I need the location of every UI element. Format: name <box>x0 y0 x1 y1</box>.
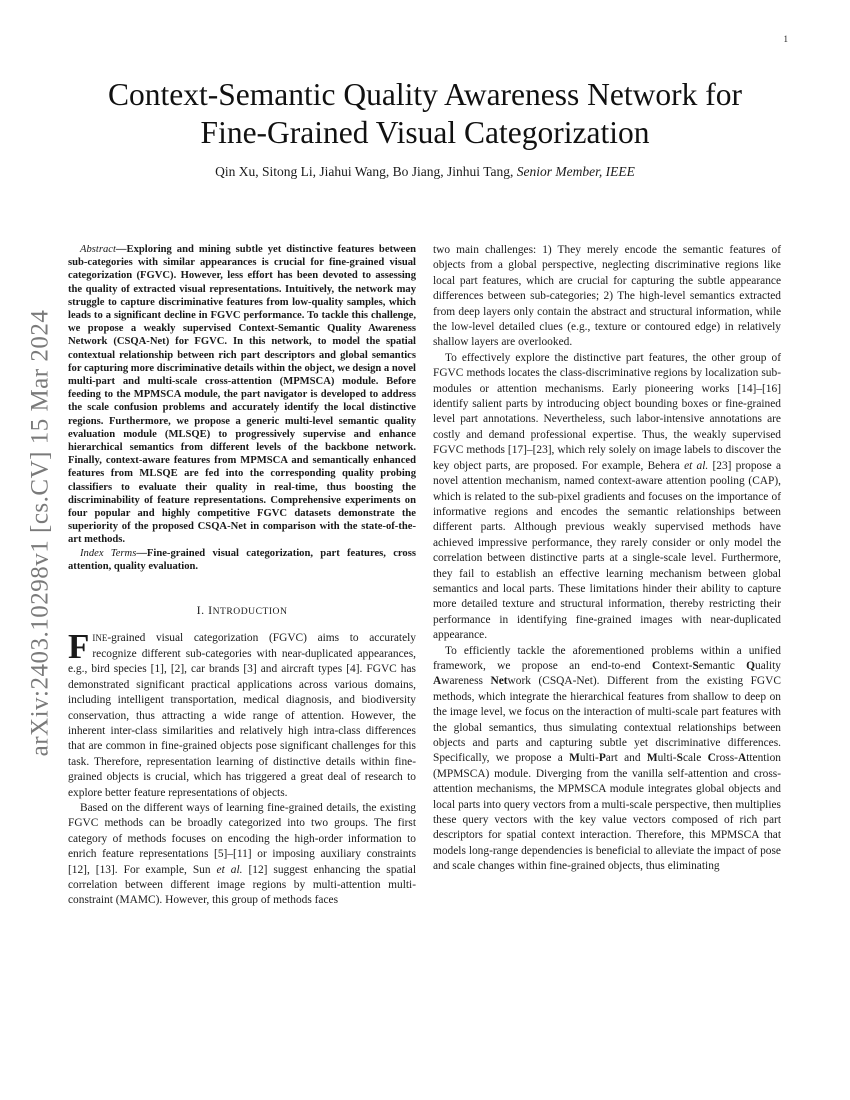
abstract-text: —Exploring and mining subtle yet distinctive features between sub-categories with similar appearances is crucial for fine-grained visual categorization (FGVC). However, less effort has been devoted to assessing the quality of extracted visual representations. Intuitively, the network may struggle to capture discriminative features from low-quality samples, which leads to a significant decline in FGVC performance. To tackle this challenge, we propose a weakly supervised Context-Semantic Quality Awareness Network (CSQA-Net) for FGVC. In this network, to model the spatial contextual relationship between rich part descriptors and global semantics for capturing more discriminative details within the object, we design a novel multi-part and multi-scale cross-attention (MPMSCA) module. Before feeding to the MPMSCA module, the part navigator is developed to address the scale confusion problems and accurately identify the local distinctive regions. Furthermore, we propose a generic multi-level semantic quality evaluation module (MLSQE) to progressively supervise and enhance hierarchical semantics from different levels of the backbone network. Finally, context-aware features from MPMSCA and semantically enhanced features from MLSQE are fed into the corresponding quality probing classifiers to evaluate their quality in real-time, thus boosting the discriminability of feature representations. Comprehensive experiments on four popular and highly competitive FGVC datasets demonstrate the superiority of the proposed CSQA-Net in comparison with the state-of-the-art methods. <box>68 244 417 546</box>
et-al-italic: et al. <box>216 863 243 876</box>
intro-paragraph-1-text: -grained visual categorization (FGVC) aims to accurately recognize different sub-categories with near-duplicated appearances, e.g., bird species [1], [2], car brands [3] and aircraft types [4]. FGVC has demonstrated significant practical applications across various domains, including intelligent transportation, medical diagnosis, and biodiversity conservation, thus attracting a wide range of attention. However, the inherent inter-class similarities and relatively high intra-class differences that are common in fine-grained objects pose significant challenges for this task. Therefore, representation learning of distinctive details within fine-grained objects is crucial, which has triggered a great deal of research to explore better feature representations of objects. <box>68 632 416 799</box>
abstract-paragraph <box>68 243 416 547</box>
r3-bold-a: A <box>433 675 442 688</box>
intro-paragraph-2 <box>68 801 416 909</box>
r3-bold-m2: M <box>646 752 658 765</box>
index-terms-label: Index Terms <box>80 547 137 559</box>
page-number: 1 <box>783 34 788 44</box>
et-al-italic: et al. <box>684 459 709 472</box>
author-list <box>60 163 790 181</box>
r3-bold-c2: C <box>707 752 716 765</box>
drop-cap-letter: F <box>68 627 90 667</box>
section-numeral: I. <box>196 603 205 618</box>
arxiv-identifier-text: arXiv:2403.10298v1 [cs.CV] 15 Mar 2024 <box>26 309 54 757</box>
section-title-initial: I <box>208 603 213 618</box>
author-names: Qin Xu, Sitong Li, Jiahui Wang, Bo Jiang, Jinhui Tang, <box>215 164 514 179</box>
intro-paragraph-1 <box>68 627 416 800</box>
r3-bold-net: Net <box>490 675 508 688</box>
r3-text-g: ulti- <box>579 752 599 765</box>
r3-text-a: To efficiently tackle the aforementioned problems within a unified framework, we propose an end-to-end <box>433 644 781 672</box>
r3-text-l: ttention (MPMSCA) module. Diverging from the vanilla self-attention and cross-attention mechanisms, the MPMSCA module integrates global objects and local parts into query vectors from a multi-scale perspective, then multiplies these query vectors with the key value vectors composed of rich part descriptors for spatial context interaction. Therefore, this MPMSCA that models long-range dependencies is beneficial to alleviate the impact of pose and scale changes within fine-grained objects, thus eliminating <box>433 752 781 873</box>
right-paragraph-1: two main challenges: 1) They merely encode the semantic features of objects from a global perspective, neglecting discriminative regions like local part features, which are crucial for capturing the subtle appearance differences between sub-categories; 2) The high-level semantics extracted from deep layers only contain the abstract and structural information, while the low-level detailed clues (e.g., texture or contoured edge) in relatively shallow layers are overlooked. <box>433 244 781 349</box>
left-column <box>68 243 416 909</box>
r3-bold-p: P <box>598 752 606 765</box>
r3-text-b: ontext- <box>660 659 693 672</box>
intro-small-caps: INE <box>92 633 108 644</box>
r3-bold-s: S <box>692 659 699 672</box>
r3-bold-a2: A <box>737 752 747 765</box>
r3-text-h: art and <box>605 752 647 765</box>
r3-text-d: uality <box>755 659 781 672</box>
r3-bold-q: Q <box>746 659 756 672</box>
paper-title-line-1: Context-Semantic Quality Awareness Network for <box>108 77 742 112</box>
intro-paragraph-2-text-b: [12] suggest enhancing the spatial correlation between different image regions by multi-attention multi-constraint (MAMC). However, this group of methods faces <box>68 863 416 907</box>
paper-title <box>60 76 790 152</box>
r3-text-e: wareness <box>441 675 491 688</box>
r3-bold-s2: S <box>676 752 683 765</box>
r3-text-k: ross- <box>715 752 738 765</box>
index-terms-text: —Fine-grained visual categorization, part features, cross attention, quality evaluation. <box>68 547 416 572</box>
intro-paragraph-2-text-a: Based on the different ways of learning fine-grained details, the existing FGVC methods can be broadly categorized into two groups. The first category of methods focuses on encoding the high-order information to enrich feature representations [5]–[11] or imposing auxiliary constraints [12], [13]. For example, Sun <box>68 801 416 876</box>
right-paragraph-2-text-b: [23] propose a novel attention mechanism, named context-aware attention pooling (CAP), which is related to the sub-pixel gradients and focuses on the importance of informative regions and encodes the semantic relationships between different parts. Although previous weakly supervised methods have achieved impressive performance, they rarely consider or only model the correlation between distinctive parts at a single-scale level. Furthermore, they fail to establish an effective learning mechanism between global semantics and local parts. These limitations hinder their ability to capture more detailed texture and structural information, thereby restricting their performance in identifying fine-grained images with near-duplicated appearance. <box>433 459 781 642</box>
author-membership: Senior Member, IEEE <box>516 164 635 179</box>
right-column <box>433 243 781 875</box>
r3-text-c: emantic <box>698 659 747 672</box>
r3-text-j: cale <box>682 752 708 765</box>
paper-title-line-2: Fine-Grained Visual Categorization <box>200 115 650 150</box>
index-terms-paragraph <box>68 547 416 573</box>
r3-text-i: ulti- <box>657 752 677 765</box>
right-paragraph-2 <box>433 351 781 644</box>
section-heading-introduction <box>68 603 416 619</box>
arxiv-identifier-stamp <box>20 288 60 778</box>
right-paragraph-3 <box>433 644 781 875</box>
section-title-rest: NTRODUCTION <box>212 606 288 618</box>
r3-bold-m1: M <box>569 752 580 765</box>
right-paragraph-2-text-a: To effectively explore the distinctive part features, the other group of FGVC methods locates the class-discriminative regions by localization sub-modules or attention mechanisms. Early pioneering works [14]–[16] identify salient parts by introducing object bounding boxes or fine-grained level part annotations. Nevertheless, such labor-intensive annotations are costly and demand professional expertise. Thus, the weakly supervised FGVC methods [17]–[23], which rely solely on image labels to discover the key object parts, are proposed. For example, Behera <box>433 351 781 472</box>
r3-bold-c: C <box>651 659 661 672</box>
r3-text-f: work (CSQA-Net). Different from the existing FGVC methods, which integrate the hierarchical features from shallow to deep on the image level, we focus on the interaction of multi-scale part features with the global semantics, thus simulating contextual relationships between objects and parts and capturing subtle yet discriminative differences. Specifically, we propose a <box>433 675 781 765</box>
abstract-label: Abstract <box>80 244 116 255</box>
